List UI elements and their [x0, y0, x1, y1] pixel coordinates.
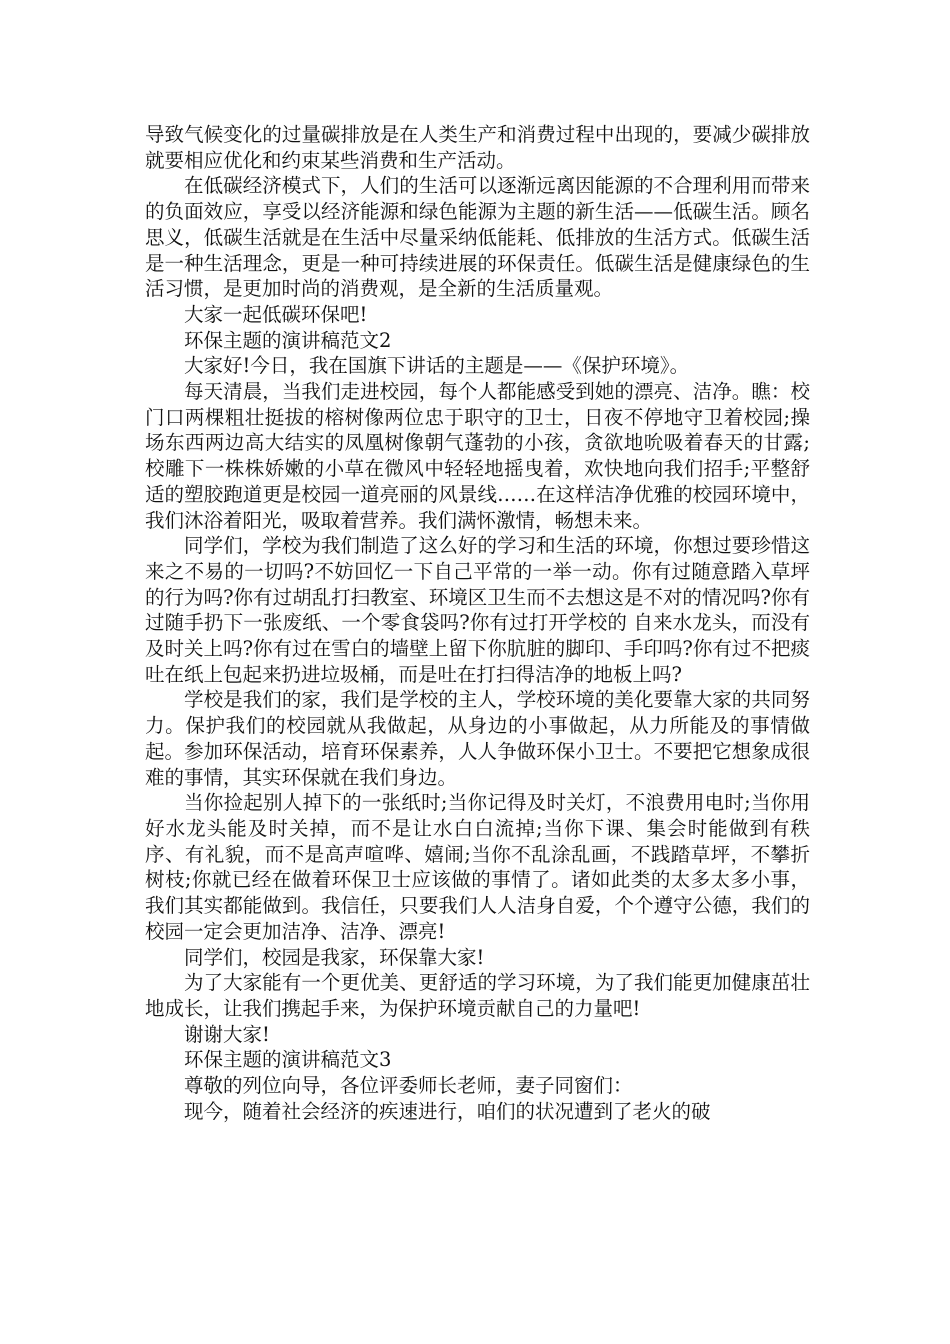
- paragraph-14: 尊敬的列位向导，各位评委师长老师，妻子同窗们：: [184, 1074, 633, 1098]
- paragraph-7: 同学们，学校为我们制造了这么好的学习和生活的环境，你想过要珍惜这来之不易的一切吗?不妨回忆一下自己平常的一举一动。你有过随意踏入草坪的行为吗?你有过胡乱打扫教室、环境区卫生而不去想这是不对的情况吗?你有过随手扔下一张废纸、一个零食袋吗?你有过打开学校的 自来水龙头，而没有及时关上吗?你有过在雪白的墙壁上留下你肮脏的脚印、手印吗?你有过不把痰吐在纸上包起来扔进垃圾桶，而是吐在打扫得洁净的地板上吗?: [145, 534, 810, 686]
- paragraph-1: 导致气候变化的过量碳排放是在人类生产和消费过程中出现的，要减少碳排放就要相应优化和约束某些消费和生产活动。: [145, 123, 810, 172]
- paragraph-6: 每天清晨，当我们走进校园，每个人都能感受到她的漂亮、洁净。瞧：校门口两棵粗壮挺拔的榕树像两位忠于职守的卫士，日夜不停地守卫着校园;操场东西两边高大结实的凤凰树像朝气蓬勃的小孩，贪欲地吮吸着春天的甘露;校雕下一株株娇嫩的小草在微风中轻轻地摇曳着，欢快地向我们招手;平整舒适的塑胶跑道更是校园一道亮丽的风景线……在这样洁净优雅的校园环境中，我们沐浴着阳光，吸取着营养。我们满怀激情，畅想未来。: [145, 380, 810, 532]
- section-heading-3: 环保主题的演讲稿范文3: [184, 1048, 392, 1072]
- paragraph-15: 现今，随着社会经济的疾速进行，咱们的状况遭到了老火的破: [184, 1099, 711, 1123]
- paragraph-12: 谢谢大家!: [184, 1022, 270, 1046]
- paragraph-8: 学校是我们的家，我们是学校的主人，学校环境的美化要靠大家的共同努力。保护我们的校园就从我做起，从身边的小事做起，从力所能及的事情做起。参加环保活动，培育环保素养，人人争做环保小卫士。不要把它想象成很难的事情，其实环保就在我们身边。: [145, 688, 810, 789]
- paragraph-2: 在低碳经济模式下，人们的生活可以逐渐远离因能源的不合理利用而带来的负面效应，享受以经济能源和绿色能源为主题的新生活——低碳生活。顾名思义，低碳生活就是在生活中尽量采纳低能耗、低排放的生活方式。低碳生活是一种生活理念，更是一种可持续进展的环保责任。低碳生活是健康绿色的生活习惯，是更加时尚的消费观，是全新的生活质量观。: [145, 174, 810, 301]
- document-body: [145, 122, 810, 1124]
- paragraph-3: 大家一起低碳环保吧!: [184, 302, 368, 326]
- section-heading-2: 环保主题的演讲稿范文2: [184, 328, 392, 352]
- paragraph-9: 当你捡起别人掉下的一张纸时;当你记得及时关灯，不浪费用电时;当你用好水龙头能及时关掉，而不是让水白白流掉;当你下课、集会时能做到有秩序、有礼貌，而不是高声喧哗、嬉闹;当你不乱涂乱画，不践踏草坪，不攀折树枝;你就已经在做着环保卫士应该做的事情了。诸如此类的太多太多小事，我们其实都能做到。我信任，只要我们人人洁身自爱，个个遵守公德，我们的校园一定会更加洁净、洁净、漂亮!: [145, 791, 810, 943]
- paragraph-11: 为了大家能有一个更优美、更舒适的学习环境，为了我们能更加健康茁壮地成长，让我们携起手来，为保护环境贡献自己的力量吧!: [145, 971, 810, 1020]
- paragraph-5: 大家好!今日，我在国旗下讲话的主题是——《保护环境》。: [184, 354, 690, 378]
- paragraph-10: 同学们，校园是我家，环保靠大家!: [184, 945, 485, 969]
